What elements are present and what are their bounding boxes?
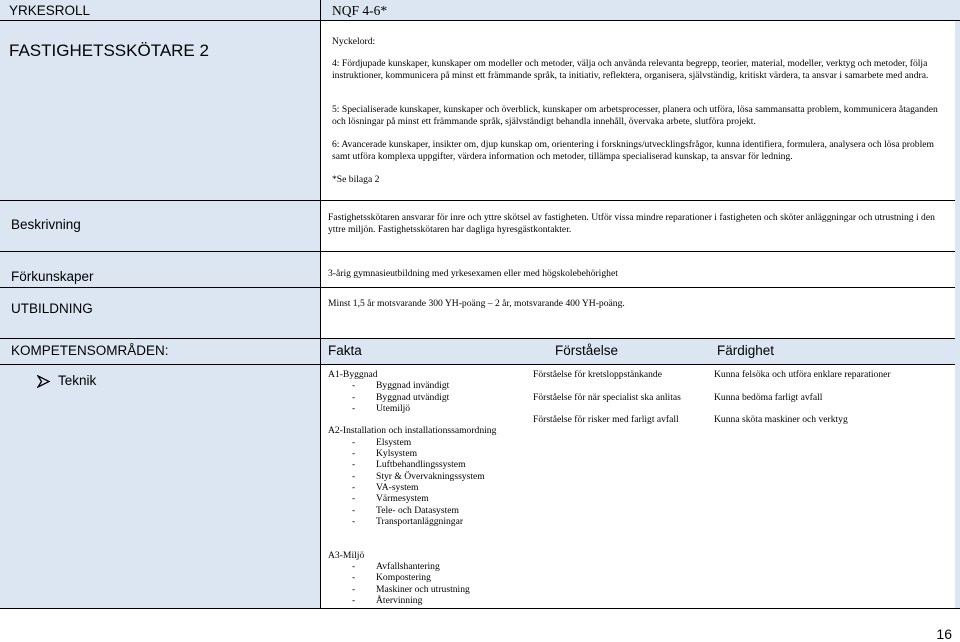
list-item: - Transportanläggningar — [328, 516, 548, 527]
level-4-text: 4: Fördjupade kunskaper, kunskaper om modeller och metoder, välja och använda relevanta begrepp, teorier, material, modeller, verktyg och metoder, följa instruktioner, kommunicera på minst ett främmande språk, ta initiativ, reflektera, organisera, självständig, kritiskt värdera, ta ansvar i samarbete med andra. — [332, 58, 929, 81]
right-edge-bg — [955, 20, 960, 608]
keywords-label: Nyckelord: — [332, 36, 376, 47]
list-item: - Kompostering — [328, 572, 548, 583]
header-row-bg — [0, 0, 960, 20]
fakta-list — [328, 380, 548, 414]
rule — [0, 287, 955, 288]
forstaelse-column — [533, 369, 708, 437]
level-6-text: 6: Avancerade kunskaper, insikter om, djup kunskap om, orientering i forsknings/utvecklingsfrågor, kunna identifiera, formulera, analysera och lösa problem samt utföra komplexa uppgifter, värdera information och metoder, tillämpa specialiserad kunskap, ta ansvar för ledning. — [332, 139, 934, 162]
list-item: - Luftbehandlingssystem — [328, 459, 548, 470]
fakta-header: Fakta — [328, 343, 362, 358]
list-item: - Tele- och Datasystem — [328, 505, 548, 516]
list-item: - Byggnad utvändigt — [328, 392, 548, 403]
forkunskaper-label: Förkunskaper — [11, 269, 94, 284]
rule — [0, 20, 960, 21]
beskrivning-text: Fastighetsskötaren ansvarar för inre och yttre skötsel av fastigheten. Utför vissa mindre reparationer i fastigheten och sköter anläggningar och utrustning i den yttre miljön. Fastighetsskötaren har dagliga hyresgästkontakter. — [328, 212, 935, 235]
rule — [0, 608, 960, 609]
competence-header-bg — [320, 338, 955, 364]
fakta-group-title: A3-Miljö — [328, 549, 365, 561]
area-teknik: Teknik — [58, 373, 97, 388]
list-item: - Kylsystem — [328, 448, 548, 459]
list-item: Förståelse för kretsloppstänkande — [533, 369, 662, 380]
list-item: - Styr & Övervakningssystem — [328, 471, 548, 482]
fakta-column — [328, 369, 548, 606]
competence-areas-header: KOMPETENSOMRÅDEN: — [11, 343, 169, 358]
list-item: - Utemiljö — [328, 403, 548, 414]
list-item: - Byggnad invändigt — [328, 380, 548, 391]
list-item: - Avfallshantering — [328, 561, 548, 572]
forstaelse-header: Förståelse — [555, 343, 619, 358]
list-item: - VA-system — [328, 482, 548, 493]
fakta-list — [328, 561, 548, 606]
rule — [0, 251, 955, 252]
fakta-list — [328, 437, 548, 527]
fardighet-header: Färdighet — [717, 343, 775, 358]
role-label: YRKESROLL — [9, 3, 91, 18]
list-item: - Elsystem — [328, 437, 548, 448]
page-number: 16 — [936, 626, 952, 642]
forkunskaper-text: 3-årig gymnasieutbildning med yrkesexamen eller med högskolebehörighet — [328, 268, 618, 279]
utbildning-text: Minst 1,5 år motsvarande 300 YH-poäng – 2 år, motsvarande 400 YH-poäng. — [328, 298, 625, 309]
list-item: Förståelse för när specialist ska anlitas — [533, 391, 681, 403]
list-item: - Värmesystem — [328, 493, 548, 504]
list-item: Förståelse för risker med farligt avfall — [533, 414, 679, 426]
beskrivning-label: Beskrivning — [11, 217, 81, 232]
page-title: FASTIGHETSSKÖTARE 2 — [9, 41, 209, 60]
nqf-label: NQF 4-6* — [332, 3, 388, 18]
arrow-bullet-icon — [37, 375, 51, 388]
list-item: - Maskiner och utrustning — [328, 584, 548, 595]
fardighet-column — [714, 369, 949, 437]
list-item: Kunna bedöma farligt avfall — [714, 391, 823, 403]
list-item: Kunna felsöka och utföra enklare reparationer — [714, 369, 891, 380]
fakta-group-title: A1-Byggnad — [328, 369, 378, 380]
rule — [0, 364, 955, 365]
list-item: Kunna sköta maskiner och verktyg — [714, 414, 848, 426]
appendix-note: *Se bilaga 2 — [332, 174, 380, 185]
list-item: - Återvinning — [328, 595, 548, 606]
fakta-group-title: A2-Installation och installationssamordning — [328, 425, 497, 437]
utbildning-label: UTBILDNING — [11, 301, 93, 316]
level-5-text: 5: Specialiserade kunskaper, kunskaper och överblick, kunskaper om arbetsprocesser, planera och utföra, lösa sammansatta problem, kommunicera åtaganden och lösningar på minst ett främmande språk, självständigt behandla innehåll, övervaka arbete, slutföra projekt. — [332, 104, 938, 127]
rule — [0, 338, 955, 339]
rule — [0, 200, 955, 201]
rule — [320, 0, 321, 608]
